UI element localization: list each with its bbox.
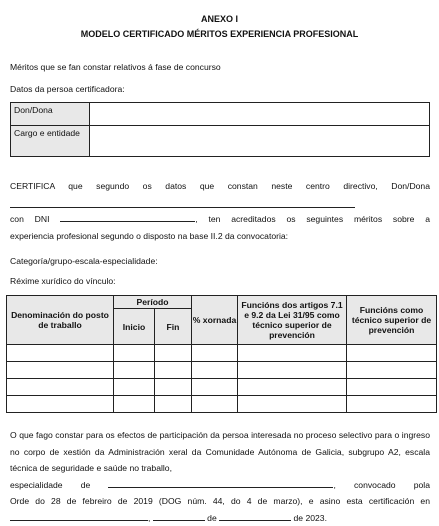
certifier-table [10, 102, 430, 157]
col-functions-2-header: Funcións como técnico superior de prevención [347, 296, 437, 345]
col-denomination-header: Denominación do posto de traballo [7, 296, 114, 345]
table-row [7, 396, 437, 413]
table-row [7, 379, 437, 396]
closing-date-line: , de de 2023. [10, 510, 430, 526]
con-dni-label: con DNI [10, 214, 49, 224]
table-cell[interactable] [155, 379, 192, 396]
certifica-line-3: experiencia profesional segundo o disposto na base II.2 da convocatoria: [10, 228, 430, 245]
closing-paragraph [10, 427, 430, 526]
col-period-header: Período [114, 296, 192, 309]
table-cell[interactable] [114, 362, 155, 379]
category-label: Categoría/grupo-escala-especialidade: [10, 256, 158, 267]
table-cell[interactable] [155, 396, 192, 413]
table-cell[interactable] [192, 396, 238, 413]
col-functions-header: Funcións dos artigos 7.1 e 9.2 da Lei 31/95 como técnico superior de prevención [238, 296, 347, 345]
table-cell[interactable] [238, 362, 347, 379]
certifica-paragraph [10, 178, 430, 244]
day-blank-line[interactable] [153, 511, 205, 521]
table-row [7, 345, 437, 362]
table-cell[interactable] [238, 396, 347, 413]
certifica-rest-text: , ten acreditados os seguintes méritos sobre a [195, 214, 430, 224]
closing-text-2: Orde do 28 de febreiro de 2019 (DOG núm. 44, do 4 de marzo), e asino esta certificación en [10, 493, 430, 510]
dni-blank-line[interactable] [60, 212, 195, 222]
table-cell[interactable] [192, 362, 238, 379]
certifica-line-2 [10, 211, 430, 228]
closing-text-1: O que fago constar para os efectos de participación da persoa interesada no proceso selectivo para o ingreso no corpo de xestión da Administración xeral da Comunidade Autónoma de Galicia, subgrupo A2, escala técnica de seguridade e saúde no traballo, [10, 427, 430, 477]
table-cell[interactable] [192, 379, 238, 396]
certifier-section-label: Datos da persoa certificadora: [10, 84, 125, 95]
table-cell[interactable] [347, 362, 437, 379]
document-title: MODELO CERTIFICADO MÉRITOS EXPERIENCIA PROFESIONAL [0, 29, 439, 39]
table-cell[interactable] [347, 396, 437, 413]
certifier-position-value[interactable] [90, 126, 430, 157]
annex-label: ANEXO I [0, 14, 439, 24]
experience-table [6, 295, 437, 413]
year-text: de 2023. [294, 513, 327, 523]
name-blank-line[interactable] [10, 198, 355, 208]
col-percent-header: % xornada [192, 296, 238, 345]
month-blank-line[interactable] [219, 511, 291, 521]
table-cell[interactable] [347, 379, 437, 396]
certifier-row-name [11, 103, 430, 126]
table-cell[interactable] [7, 379, 114, 396]
certifier-position-label: Cargo e entidade [11, 126, 90, 157]
intro-text: Méritos que se fan constar relativos á fase de concurso [10, 62, 221, 73]
convocado-text: , convocado pola [333, 480, 430, 490]
certifier-name-value[interactable] [90, 103, 430, 126]
table-cell[interactable] [192, 345, 238, 362]
table-cell[interactable] [7, 362, 114, 379]
table-cell[interactable] [155, 362, 192, 379]
place-blank-line[interactable] [10, 511, 148, 521]
table-row [7, 362, 437, 379]
regime-label: Réxime xurídico do vínculo: [10, 276, 116, 287]
table-cell[interactable] [114, 345, 155, 362]
table-cell[interactable] [7, 396, 114, 413]
certifier-name-label: Don/Dona [11, 103, 90, 126]
col-start-header: Inicio [114, 309, 155, 345]
table-cell[interactable] [238, 345, 347, 362]
certifica-line-1: CERTIFICA que segundo os datos que constan neste centro directivo, Don/Dona [10, 178, 430, 195]
table-cell[interactable] [155, 345, 192, 362]
specialty-blank-line[interactable] [108, 478, 333, 488]
certifier-row-position [11, 126, 430, 157]
closing-specialty-line [10, 477, 430, 494]
table-cell[interactable] [238, 379, 347, 396]
table-cell[interactable] [347, 345, 437, 362]
table-cell[interactable] [7, 345, 114, 362]
especialidade-label: especialidade de [10, 480, 90, 490]
col-end-header: Fin [155, 309, 192, 345]
table-cell[interactable] [114, 379, 155, 396]
table-cell[interactable] [114, 396, 155, 413]
de-label-1: de [207, 513, 217, 523]
